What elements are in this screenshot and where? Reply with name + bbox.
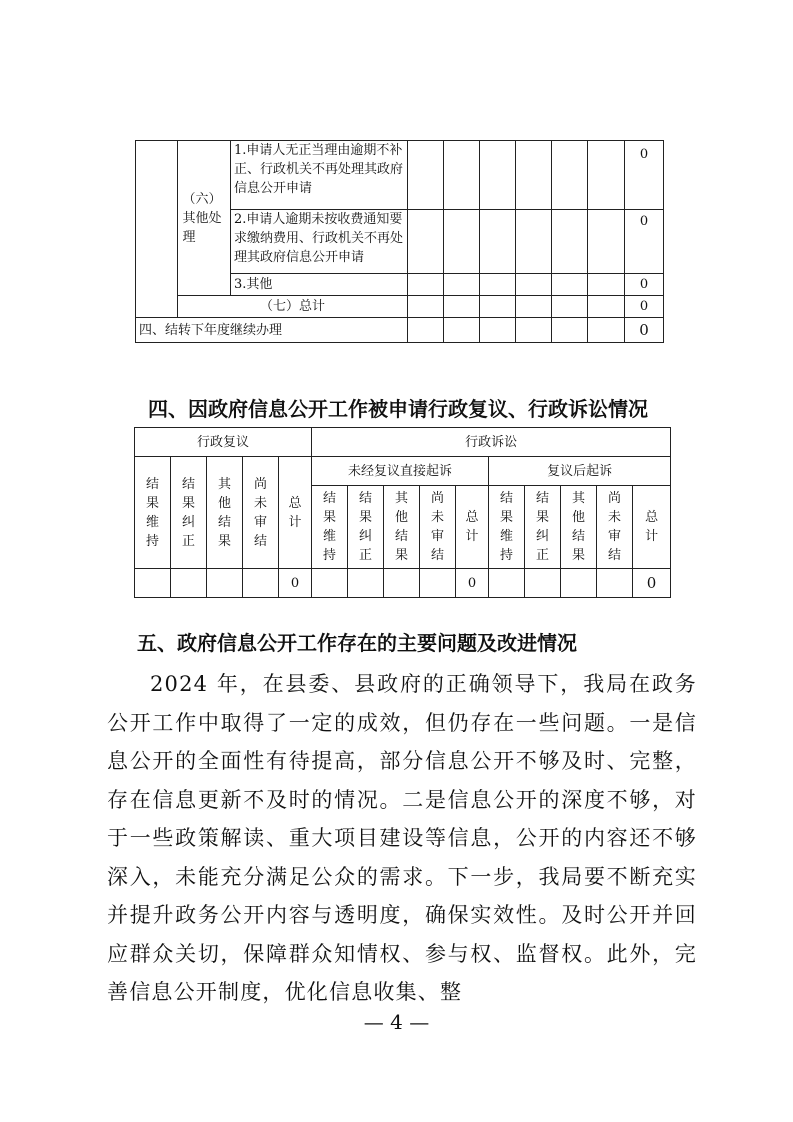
col-header: 结果纠正 <box>525 486 561 569</box>
col-header: 结果维持 <box>135 457 171 569</box>
col-header: 结果维持 <box>489 486 525 569</box>
row-total: 0 <box>625 274 664 296</box>
carryover-label: 四、结转下年度继续办理 <box>136 318 408 343</box>
col-header: 尚未审结 <box>243 457 279 569</box>
col-header: 其他结果 <box>207 457 243 569</box>
outer-blank-cell <box>136 141 178 318</box>
col-header: 总计 <box>279 457 312 569</box>
col-header: 总计 <box>456 486 489 569</box>
col-header: 结果维持 <box>312 486 348 569</box>
col-header: 总计 <box>633 486 671 569</box>
section-4-title: 四、因政府信息公开工作被申请行政复议、行政诉讼情况 <box>148 397 648 421</box>
subtotal-value: 0 <box>625 296 664 318</box>
col-header: 结果纠正 <box>348 486 384 569</box>
direct-suit-header: 未经复议直接起诉 <box>312 457 489 486</box>
body-paragraph: 2024 年，在县委、县政府的正确领导下，我局在政务公开工作中取得了一定的成效，但仍存在一些问题。一是信息公开的全面性有待提高，部分信息公开不够及时、完整，存在信息更新不及时的情况。二是信息公开的深度不够，对于一些政策解读、重大项目建设等信息，公开的内容还不够深入，未能充分满足公众的需求。下一步，我局要不断充实并提升政务公开内容与透明度，确保实效性。及时公开并回应群众关切，保障群众知情权、参与权、监督权。此外，完善信息公开制度，优化信息收集、整 <box>107 672 697 1004</box>
row-total: 0 <box>625 210 664 274</box>
direct-total-value: 0 <box>456 569 489 598</box>
disposal-table <box>135 140 664 343</box>
row-label: 3.其他 <box>231 274 408 296</box>
row-label: 1.申请人无正当理由逾期不补正、行政机关不再处理其政府信息公开申请 <box>231 141 408 210</box>
col-header: 尚未审结 <box>420 486 456 569</box>
review-header: 行政复议 <box>135 428 312 457</box>
review-total-value: 0 <box>279 569 312 598</box>
row-label: 2.申请人逾期未按收费通知要求缴纳费用、行政机关不再处理其政府信息公开申请 <box>231 210 408 274</box>
carryover-value: 0 <box>625 318 664 343</box>
review-litigation-table <box>134 427 671 598</box>
subtotal-label: （七）总计 <box>178 296 408 318</box>
other-handling-category: （六）其他处理 <box>178 141 231 296</box>
litigation-header: 行政诉讼 <box>312 428 671 457</box>
section-5-title: 五、政府信息公开工作存在的主要问题及改进情况 <box>137 631 577 655</box>
col-header: 其他结果 <box>561 486 597 569</box>
after-review-total-value: 0 <box>633 569 671 598</box>
col-header: 其他结果 <box>384 486 420 569</box>
row-total: 0 <box>625 141 664 210</box>
after-review-header: 复议后起诉 <box>489 457 671 486</box>
page-number: — 4 — <box>363 1010 430 1034</box>
col-header: 尚未审结 <box>597 486 633 569</box>
col-header: 结果纠正 <box>171 457 207 569</box>
